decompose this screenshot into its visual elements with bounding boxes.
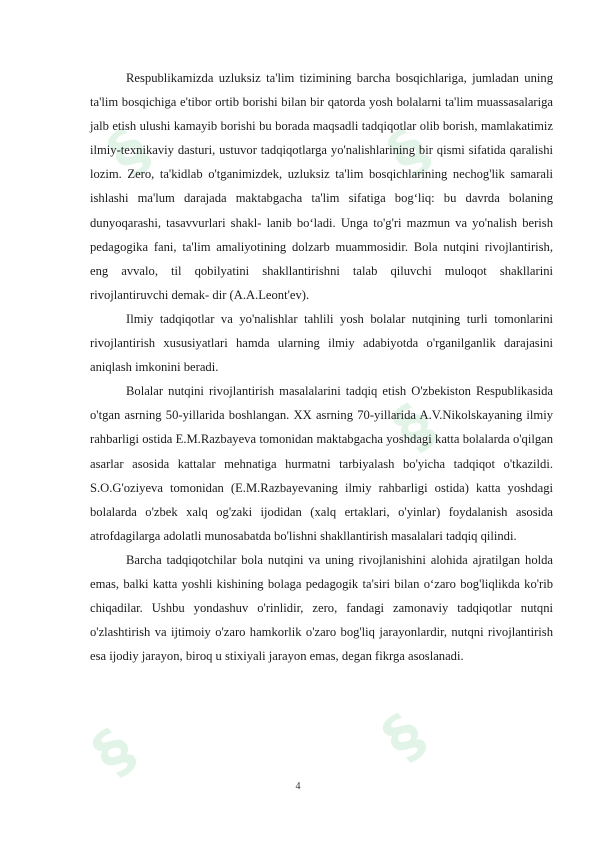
- watermark-logo-icon: §: [380, 390, 448, 464]
- paragraph-1: Respublikamizda uzluksiz ta'lim tizimining barcha bosqichlariga, jumladan uning ta'lim bosqichiga e'tibor ortib borishi bilan bir qatorda yosh bolalarni ta'lim muassasalariga jalb etish ulushi kamayib borishi bu borada maqsadli tadqiqotlar olib borish, mamlakatimiz ilmiy-texnikaviy dasturi, ustuvor tadqiqotlarga yo'nalishlarining bir qismi sifatida qaralishi lozim. Zero, ta'kidlab o'tganimizdek, uzluksiz ta'lim bosqichlarining nechog'lik samarali ishlashi ma'lum darajada maktabgacha ta'lim sifatiga bog‘liq: bu davrda bolaning dunyoqarashi, tasavvurlari shakl- lanib bo‘ladi. Unga to'g'ri mazmun va yo'nalish berish pedagogika fani, ta'lim amaliyotining dolzarb muammosidir. Bola nutqini rivojlantirish, eng avvalo, til qobilyatini shakllantirishni talab qiluvchi muloqot shakllarini rivojlantiruvchi demak- dir (A.A.Leont'ev).: [90, 71, 553, 302]
- watermark-logo-icon: §: [370, 700, 438, 774]
- watermark-logo-icon: §: [95, 115, 163, 189]
- page-number: 4: [295, 781, 301, 792]
- watermark-logo-icon: §: [80, 715, 148, 789]
- paragraph-2: Ilmiy tadqiqotlar va yo'nalishlar tahlili yosh bolalar nutqining turli tomonlarini rivojlantirish xususiyatlari hamda ularning ilmiy adabiyotda o'rganilganlik darajasini aniqlash imkonini beradi.: [90, 311, 553, 375]
- paragraph-4: Barcha tadqiqotchilar bola nutqini va uning rivojlanishini alohida ajratilgan holda emas, balki katta yoshli kishining bolaga pedagogik ta'siri bilan o‘zaro bog'liqlikda ko'rib chiqadilar. Ushbu yondashuv o'rinlidir, zero, fandagi zamonaviy tadqiqotlar nutqni o'zlashtirish va ijtimoiy o'zaro hamkorlik o'zaro bog'liq jarayonlardir, nutqni rivojlantirish esa ijodiy jarayon, biroq u stixiyali jarayon emas, degan fikrga asoslanadi.: [90, 552, 553, 664]
- body-text: [90, 66, 553, 668]
- paragraph-3: Bolalar nutqini rivojlantirish masalalarini tadqiq etish O'zbekiston Respublikasida o'tgan asrning 50-yillarida boshlangan. XX asrning 70-yillarida A.V.Nikolskayaning ilmiy rahbarligi ostida E.M.Razbayeva tomonidan maktabgacha yoshdagi katta bolalarda o'qilgan asarlar asosida kattalar mehnatiga hurmatni tarbiyalash bo'yicha tadqiqot o'tkazildi. S.O.G'oziyeva tomonidan (E.M.Razbayevaning ilmiy rahbarligi ostida) katta yoshdagi bolalarda o'zbek xalq og'zaki ijodidan (xalq ertaklari, o'yinlar) foydalanish asosida atrofdagilarga adolatli munosabatda bo'lishni shakllantirish masalalari tadqiq qilindi.: [90, 384, 553, 543]
- watermark-logo-icon: §: [375, 115, 443, 189]
